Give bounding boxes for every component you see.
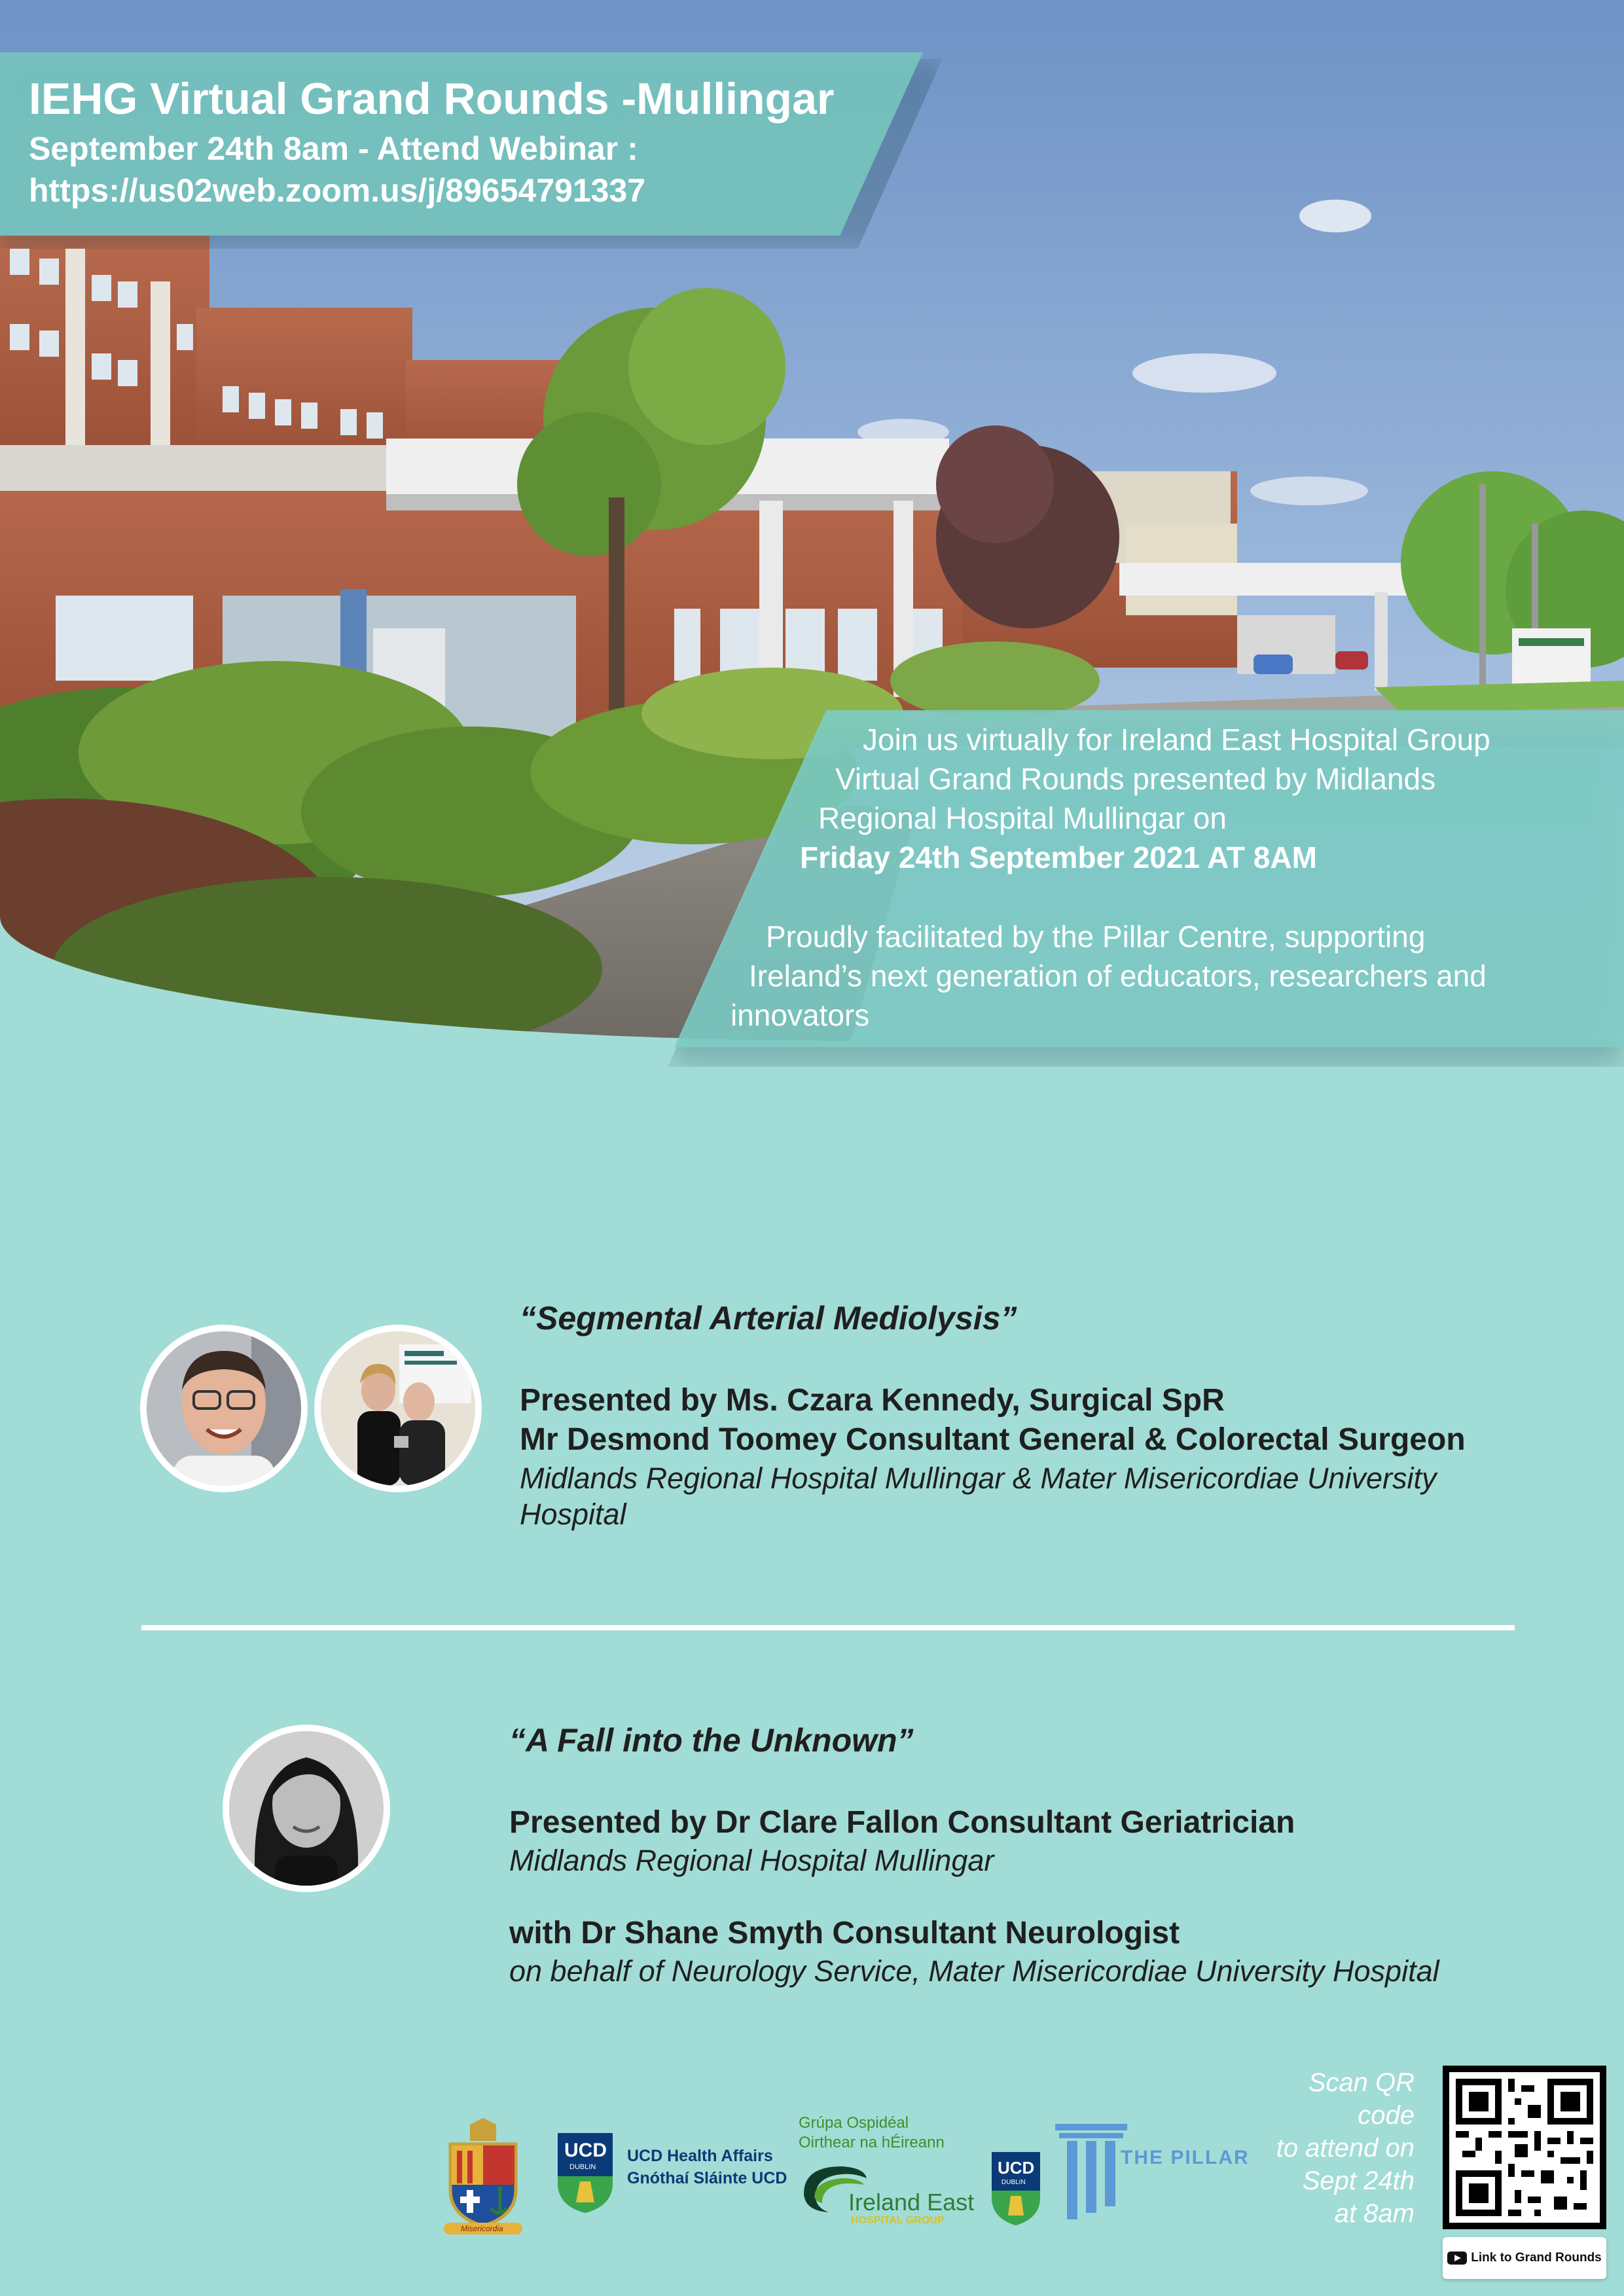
ucd-crest-text: UCD (564, 2140, 607, 2161)
presenter-avatar-toomey (314, 1325, 482, 1492)
mater-motto: Misericordia (461, 2224, 503, 2233)
ucd-crest-logo-2 (990, 2150, 1042, 2227)
ucd-health-affairs-ga: Gnóthaí Sláinte UCD (627, 2169, 787, 2187)
scan-qr-line-2: code (1358, 2101, 1415, 2130)
talk2-presenter-2: with Dr Shane Smyth Consultant Neurologist (509, 1916, 1180, 1950)
pillar-logo (1055, 2124, 1127, 2222)
ucd-crest-sub-2: DUBLIN (1001, 2179, 1026, 2186)
scan-qr-line-1: Scan QR (1308, 2068, 1415, 2097)
talk1-presenter-1: Presented by Ms. Czara Kennedy, Surgical SpR (520, 1383, 1225, 1418)
event-datetime: September 24th 8am - Attend Webinar : (29, 130, 638, 167)
scan-qr-line-4: Sept 24th (1302, 2166, 1415, 2195)
scan-qr-line-3: to attend on (1276, 2134, 1415, 2162)
talk1-affiliation-2: Hospital (520, 1498, 626, 1531)
presenter-photo (321, 1331, 475, 1486)
talk2-affiliation-1: Midlands Regional Hospital Mullingar (509, 1844, 994, 1877)
mater-crest-logo (437, 2118, 529, 2236)
link-to-grand-rounds-label: Link to Grand Rounds (1471, 2251, 1602, 2265)
ieh-sub-name: HOSPITAL GROUP (851, 2215, 945, 2226)
talk1-presenter-2: Mr Desmond Toomey Consultant General & Colorectal Surgeon (520, 1422, 1466, 1457)
presenter-avatar-fallon (223, 1725, 390, 1892)
info-date: Friday 24th September 2021 AT 8AM (800, 840, 1317, 874)
qr-code-icon (1443, 2066, 1606, 2229)
talk1-title: “Segmental Arterial Mediolysis” (520, 1300, 1017, 1336)
info-line-6: Ireland’s next generation of educators, researchers and (749, 959, 1487, 993)
qr-code[interactable] (1443, 2066, 1606, 2229)
section-divider (141, 1625, 1515, 1630)
presenter-photo (229, 1731, 384, 1886)
event-title: IEHG Virtual Grand Rounds -Mullingar (29, 74, 835, 124)
talk2-title: “A Fall into the Unknown” (509, 1722, 914, 1759)
mater-crest-icon (437, 2118, 529, 2236)
talk2-affiliation-2: on behalf of Neurology Service, Mater Misericordiae University Hospital (509, 1954, 1439, 1988)
info-line-2: Virtual Grand Rounds presented by Midlands (835, 762, 1436, 796)
link-to-grand-rounds-button[interactable] (1443, 2237, 1606, 2279)
ucd-crest-logo (555, 2130, 615, 2215)
talk1-affiliation-1: Midlands Regional Hospital Mullingar & Mater Misericordiae University (520, 1462, 1437, 1495)
youtube-icon (1447, 2251, 1467, 2265)
ieh-irish-line-1: Grúpa Ospidéal (799, 2114, 909, 2132)
ieh-irish-line-2: Oirthear na hÉireann (799, 2134, 945, 2151)
info-line-1: Join us virtually for Ireland East Hospital Group (863, 723, 1490, 757)
info-line-7: innovators (731, 998, 870, 1032)
ucd-crest-sub: DUBLIN (569, 2163, 596, 2171)
info-line-3: Regional Hospital Mullingar on (818, 801, 1227, 835)
pillar-name: THE PILLAR (1121, 2147, 1250, 2168)
presenter-avatar-kennedy (140, 1325, 308, 1492)
presenter-photo (147, 1331, 301, 1486)
ieh-main-name: Ireland East (848, 2189, 975, 2215)
talk2-presenter-1: Presented by Dr Clare Fallon Consultant Geriatrician (509, 1805, 1295, 1840)
ucd-crest-text-2: UCD (998, 2158, 1035, 2178)
scan-qr-line-5: at 8am (1334, 2199, 1415, 2228)
info-line-5: Proudly facilitated by the Pillar Centre, supporting (766, 920, 1426, 954)
ucd-health-affairs-en: UCD Health Affairs (627, 2147, 773, 2165)
webinar-link[interactable]: https://us02web.zoom.us/j/89654791337 (29, 172, 646, 209)
pillar-columns-icon (1055, 2124, 1127, 2222)
